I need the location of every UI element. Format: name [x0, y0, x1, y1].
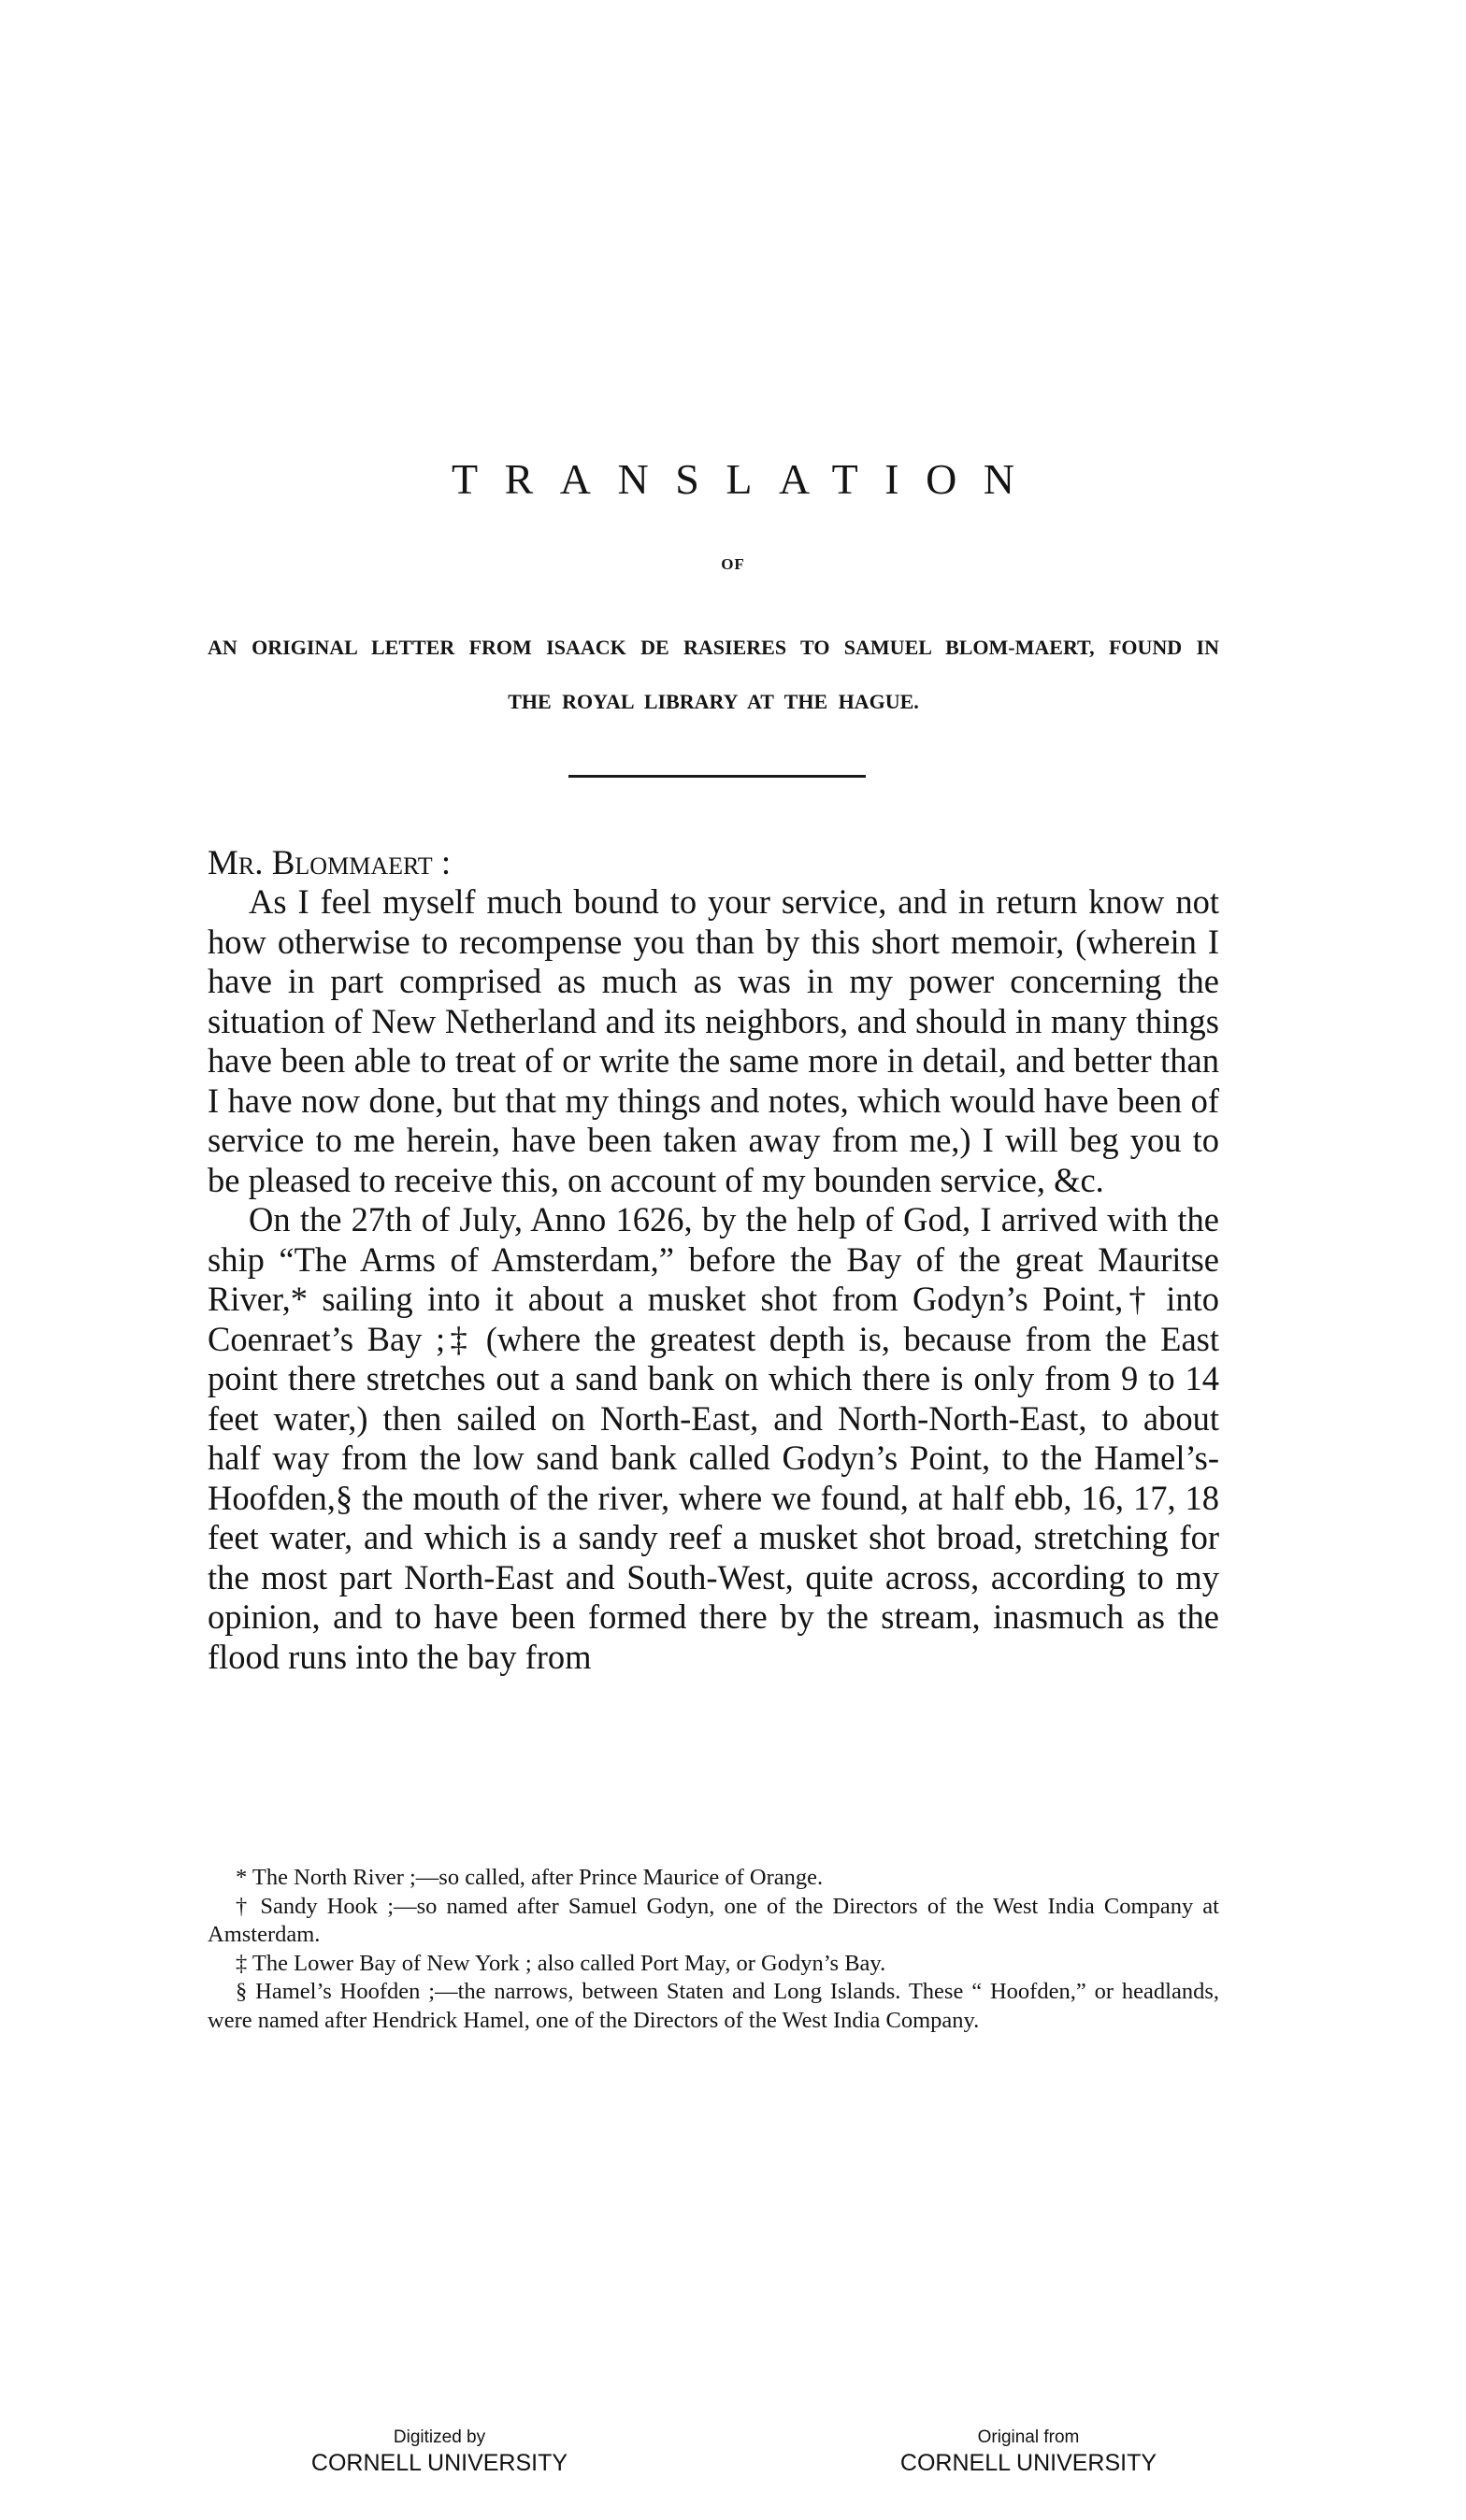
- body-paragraph: As I feel myself much bound to your service, and in return know not how otherwise to recompense you than by this short memoir, (wherein I have in part comprised as much as was in my power concerning the situation of New Netherland and its neighbors, and should in many things have been able to treat of or write the same more in detail, and better than I have now done, but that my things and notes, which would have been of service to me herein, have been taken away from me,) I will beg you to be pleased to receive this, on account of my bounden service, &c.: [208, 882, 1219, 1199]
- digitized-by-label: Digitized by: [393, 2427, 486, 2447]
- original-from-credit: [870, 2427, 1187, 2477]
- footnotes: [208, 1864, 1219, 2035]
- title-connector: OF: [721, 555, 745, 573]
- footnote: § Hamel’s Hoofden ;—the narrows, between Staten and Long Islands. These “ Hoofden,” or headlands, were named after Hendrick Hamel, one of the Directors of the West India Company.: [208, 1979, 1219, 2033]
- page-title: TRANSLATION: [451, 455, 1042, 503]
- digitized-by-credit: [280, 2427, 598, 2477]
- digitized-by-institution: CORNELL UNIVERSITY: [310, 2450, 568, 2476]
- footnote: * The North River ;—so called, after Prince Maurice of Orange.: [236, 1865, 824, 1890]
- footnote: † Sandy Hook ;—so named after Samuel Godyn, one of the Directors of the West India Company at Amsterdam.: [208, 1893, 1219, 1947]
- page-subtitle: AN ORIGINAL LETTER FROM ISAACK DE RASIERES TO SAMUEL BLOM-MAERT, FOUND IN THE ROYAL LIBRARY AT THE HAGUE.: [208, 636, 1219, 713]
- body-paragraph: On the 27th of July, Anno 1626, by the help of God, I arrived with the ship “The Arms of Amsterdam,” before the Bay of the great Mauritse River,* sailing into it about a musket shot from Godyn’s Point,† into Coenraet’s Bay ;‡ (where the greatest depth is, because from the East point there stretches out a sand bank on which there is only from 9 to 14 feet water,) then sailed on North-East, and North-North-East, to about half way from the low sand bank called Godyn’s Point, to the Hamel’s-Hoofden,§ the mouth of the river, where we found, at half ebb, 16, 17, 18 feet water, and which is a sandy reef a musket shot broad, stretching for the most part North-East and South-West, quite across, according to my opinion, and to have been formed there by the stream, inasmuch as the flood runs into the bay from: [208, 1200, 1219, 1676]
- original-from-institution: CORNELL UNIVERSITY: [899, 2450, 1157, 2476]
- section-divider: [568, 775, 866, 778]
- original-from-label: Original from: [977, 2427, 1080, 2447]
- letter-body: [208, 882, 1219, 1677]
- footnote: ‡ The Lower Bay of New York ; also called Port May, or Godyn’s Bay.: [236, 1950, 886, 1976]
- letter-salutation: Mr. Blommaert :: [208, 844, 452, 882]
